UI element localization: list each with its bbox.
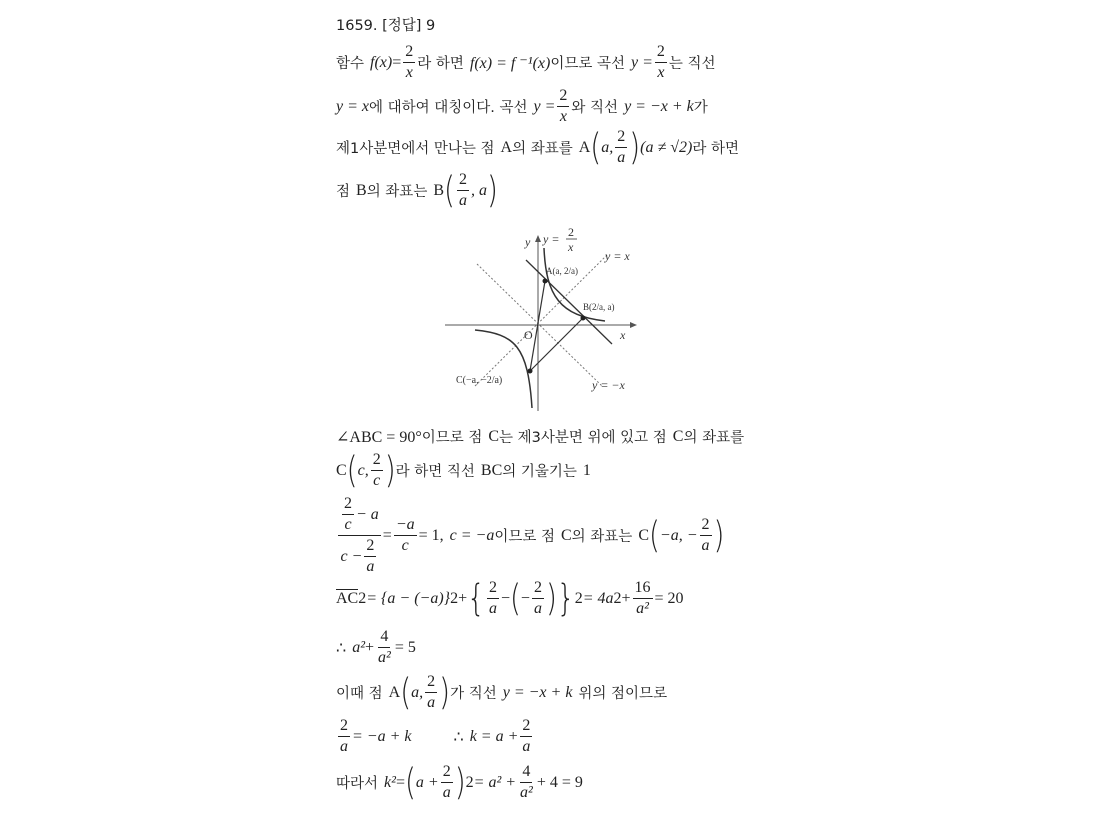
left-paren: ( [404,760,416,804]
denominator: a [458,192,467,209]
math-rest: − a [356,505,379,523]
right-brace: } [556,576,575,620]
fraction [425,674,437,711]
denominator: a [617,149,626,166]
fraction [338,718,350,755]
math-line: y = −x + k [624,97,694,115]
denominator: a [340,738,348,755]
denominator: a² [378,649,391,666]
paragraph-2 [336,88,708,125]
right-paren: ) [439,670,451,714]
label-C: C(−a, −2/a) [456,375,503,386]
denominator: a [533,600,542,617]
math-eq: = [395,773,405,791]
curve-label-denominator: x [568,240,574,254]
exponent: 2 [465,773,474,791]
fraction [557,88,569,125]
paragraph-7 [336,496,724,575]
math-plus: + [621,589,631,607]
fraction [457,172,469,209]
fraction [487,580,499,617]
paragraph-10 [336,670,668,714]
origin-label: O [524,328,533,342]
paragraph-8 [336,576,684,620]
left-paren: ( [648,513,660,557]
numerator: 2 [342,496,354,515]
text: 의 좌표는 [571,529,633,545]
math-result: = 5 [394,638,416,656]
label-y-eq-neg-x: y = −x [592,378,625,392]
fraction [700,517,712,554]
text: 의 좌표를 [512,141,573,157]
segment-AC: AC [336,590,359,607]
text: 함수 [336,56,365,72]
numerator: 2 [520,718,532,737]
fraction [518,764,535,801]
numerator: 2 [441,764,453,783]
math-result: = 20 [654,589,684,607]
left-paren: ( [590,125,602,169]
math-eq: = a² + [473,773,517,791]
text: 에 대하여 대칭이다. 곡선 [369,100,528,116]
label-B: B(2/a, a) [583,302,615,312]
text: 이므로 곡선 [550,56,625,72]
denominator: a [366,558,375,575]
denominator: a [442,784,451,801]
math-c-eq: c = −a [449,526,495,544]
math-eq: = −a + k [352,727,412,745]
left-brace: { [467,576,485,620]
math-plus: + [364,638,375,656]
math-yx: y = x [336,97,369,115]
numerator: 2 [403,44,415,63]
point-C: C [638,526,649,544]
denominator: x [559,108,567,125]
compound-fraction [338,496,381,575]
fraction [520,718,532,755]
numerator: 2 [487,580,499,599]
paragraph-11 [336,718,534,755]
text: 라 하면 직선 [395,464,475,480]
point-A [543,279,548,284]
text: 이므로 점 [421,430,483,446]
therefore-symbol: ∴ [336,639,347,657]
curve-label-numerator: 2 [568,226,574,239]
point-C: C [561,526,572,544]
math-a: a + [415,773,439,791]
curve-label: y = [543,232,560,246]
fraction [532,580,544,617]
text: 는 제3사분면 위에 있고 점 [499,430,667,446]
point-A: A [578,138,591,156]
point-A: A [500,138,513,156]
paragraph-1 [336,44,716,81]
right-paren: ) [454,760,466,804]
text: 이때 점 [336,686,383,702]
math-eq: = {a − (−a)} [366,589,451,607]
point-C: C [672,427,684,445]
right-paren: ) [384,448,396,492]
numerator: 16 [633,580,653,599]
math-plus: + [458,589,468,607]
numerator: 4 [378,629,390,648]
math-a: , a [470,181,487,199]
math-result: + 4 = 9 [536,773,583,791]
y-axis-arrow-icon [535,235,541,242]
numerator [338,496,381,536]
denominator: a² [520,784,533,801]
denominator: c [344,516,352,533]
numerator: 2 [457,172,469,191]
text: 이므로 점 [494,529,555,545]
numerator: 2 [700,517,712,536]
fraction [615,129,627,166]
denominator: a [488,600,497,617]
text: 위의 점이므로 [578,686,668,702]
fraction [342,496,354,533]
text: 의 기울기는 [502,464,577,480]
answer-header [336,14,435,35]
y-axis-label: y [525,235,531,249]
math-minus: − [500,589,510,607]
label-y-eq-x: y = x [605,249,630,263]
text: 가 [693,100,708,116]
math-result: = 1, [418,526,444,544]
point-B: B [433,181,444,199]
text: 의 좌표는 [366,184,428,200]
math-y: y = [631,53,653,71]
math-pre: c − [340,547,363,565]
left-paren: ( [400,670,412,714]
denominator: a [427,694,436,711]
point-C [528,369,533,374]
paragraph-9 [336,629,416,666]
denominator: c [373,472,381,489]
fraction [364,538,376,575]
text: 의 좌표를 [683,430,745,446]
left-paren: ( [346,448,358,492]
math-k-squared: k² [384,773,396,791]
hyperbola-graph [440,226,650,416]
math-a: a, [601,138,614,156]
right-paren: ) [629,125,641,169]
denominator [338,536,380,575]
math-eq: = [382,526,392,544]
numerator: 2 [364,538,376,557]
paragraph-3 [336,125,740,169]
math-c: c, [357,461,369,479]
text: 라 하면 [417,56,464,72]
text: 점 [336,184,351,200]
math-fx: f(x) [370,53,393,71]
point-A: A [388,683,401,701]
text: 가 직선 [450,686,497,702]
math-result: = 4a [582,589,614,607]
numerator: −a [394,517,417,536]
math-one: 1 [582,461,591,479]
math-eq: = [392,53,402,71]
point-B: B [356,181,367,199]
paragraph-4 [336,168,498,212]
right-paren: ) [545,576,557,620]
therefore-symbol: ∴ [453,728,464,746]
left-paren: ( [444,168,455,212]
segment-BC: BC [480,461,503,479]
fraction [403,44,415,81]
fraction [371,452,383,489]
fraction [633,580,653,617]
math-condition: (a ≠ √2) [640,138,693,156]
numerator: 4 [520,764,532,783]
right-paren: ) [486,168,498,212]
answer-header-text: 1659. [정답] 9 [336,18,436,34]
numerator: 2 [371,452,383,471]
label-A: A(a, 2/a) [546,266,578,276]
text: 와 직선 [571,100,619,116]
math-angle: ∠ABC = 90° [336,428,422,446]
numerator: 2 [655,44,667,63]
denominator: a² [636,600,649,617]
x-axis-label: x [620,328,626,342]
math-y: y = [533,97,556,115]
fraction [376,629,393,666]
denominator: a [522,738,531,755]
numerator: 2 [532,580,544,599]
left-paren: ( [509,576,521,620]
text: 라 하면 [692,141,740,157]
numerator: 2 [425,674,437,693]
numerator: 2 [338,718,350,737]
denominator: c [401,537,409,554]
math-a-squared: a² [352,638,365,656]
math-neg: − [520,589,530,607]
denominator: x [657,64,665,81]
point-C: C [336,461,347,479]
paragraph-12 [336,760,583,804]
text: 제1사분면에서 만나는 점 [336,141,495,157]
math-k: k = a + [469,727,519,745]
denominator: x [405,64,413,81]
math-a: a, [411,683,424,701]
right-paren: ) [713,513,725,557]
fraction [394,517,417,554]
point-C: C [488,427,500,445]
math-inverse: f(x) = f ⁻¹(x) [469,54,551,72]
numerator: 2 [557,88,569,107]
math-line: y = −x + k [502,683,573,701]
math-val: −a, − [659,526,698,544]
denominator: a [701,537,710,554]
exponent: 2 [450,589,459,607]
text: 따라서 [336,776,379,792]
x-axis-arrow-icon [630,322,637,328]
fraction [655,44,667,81]
numerator: 2 [615,129,627,148]
exponent: 2 [613,589,622,607]
exponent: 2 [574,589,583,607]
fraction [441,764,453,801]
point-B [581,316,586,321]
paragraph-5 [336,426,744,447]
exponent: 2 [358,589,367,607]
text: 는 직선 [668,56,716,72]
paragraph-6 [336,448,591,492]
